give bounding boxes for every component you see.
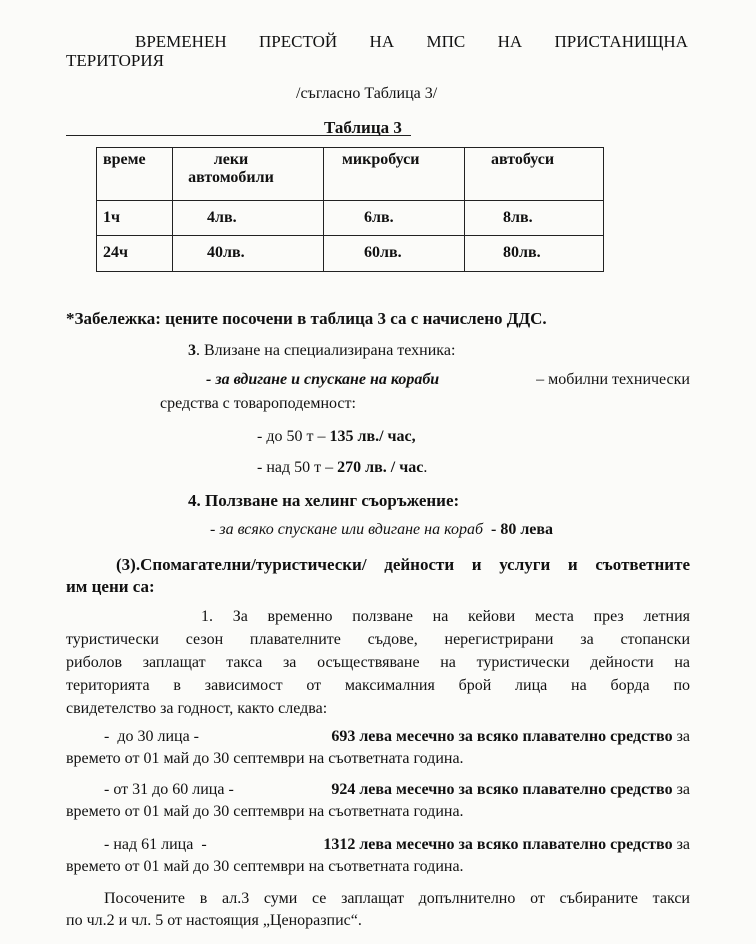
table-header-cell: [173, 148, 324, 201]
table-cell: 24ч: [97, 236, 173, 272]
table-header-cell: микробуси: [324, 148, 465, 201]
vat-note: *Забележка: цените посочени в таблица 3 са с начислено ДДС.: [66, 309, 547, 328]
table-cell: 80лв.: [465, 236, 604, 272]
section3-item-label: за вдигане и спускане на кораби: [215, 371, 440, 388]
title-word: НА: [369, 32, 395, 51]
table-header-cell: автобуси: [465, 148, 604, 201]
aux-services-heading: (3).Спомагателни/туристически/ дейности и услуги и съответните: [116, 555, 690, 574]
title-word: ВРЕМЕНЕН: [135, 32, 227, 51]
para1-line: свидетелство за годност, както следва:: [66, 700, 328, 717]
section3-item-rest: – мобилни технически: [528, 371, 690, 388]
section3-price-over-50t: [257, 459, 427, 477]
price-prefix: - над 50 т –: [257, 459, 338, 476]
section3-item-bullet: -: [206, 371, 216, 388]
fee-amount: 693 лева месечно за всяко плавателно средство: [331, 728, 673, 745]
fee-period: времето от 01 май до 30 септември на съответната година.: [66, 750, 464, 767]
section4-heading: 4. Ползване на хелинг съоръжение:: [188, 491, 460, 510]
document-title: [135, 32, 688, 52]
table-cell: 8лв.: [465, 200, 604, 236]
fee-item: [104, 728, 690, 746]
fee-period: времето от 01 май до 30 септември на съответната година.: [66, 858, 464, 875]
fee-amount: 924 лева месечно за всяко плавателно средство: [331, 781, 673, 798]
section3-title: . Влизане на специализирана техника:: [196, 342, 456, 359]
fee-prefix: - до 30 лица -: [104, 728, 200, 745]
section3-number: 3: [188, 342, 196, 359]
fee-item: [104, 781, 690, 799]
title-word: ПРИСТАНИЩНА: [554, 32, 688, 51]
section3-item-line1: [206, 371, 690, 389]
para1-line: риболов заплащат такса за осъществяване на туристически дейности на: [66, 654, 690, 671]
document-subtitle: /съгласно Таблица 3/: [296, 85, 438, 102]
table-row: [97, 236, 604, 272]
closing-line: по чл.2 и чл. 5 от настоящия „Ценоразпис“.: [66, 912, 362, 929]
para1-line: туристически сезон плавателните съдове, нерегистрирани за стопански: [66, 631, 690, 648]
document-title-line2: ТЕРИТОРИЯ: [66, 51, 165, 70]
table-cell: 1ч: [97, 200, 173, 236]
section3-item-line2: средства с товароподемност:: [160, 395, 356, 412]
table-header-cell: време: [97, 148, 173, 201]
section4-item-text: - за всяко спускане или вдигане на кораб: [210, 521, 483, 538]
table-cell: 60лв.: [324, 236, 465, 272]
para1-line: 1. За временно ползване на кейови места през летния: [201, 608, 690, 625]
closing-line: Посочените в ал.3 суми се заплащат допълнително от събираните такси: [104, 890, 690, 907]
table-header-row: [97, 148, 604, 201]
title-word: ПРЕСТОЙ: [259, 32, 338, 51]
table-cell: 6лв.: [324, 200, 465, 236]
table-cell: 4лв.: [173, 200, 324, 236]
price-value: 270 лв. / час: [337, 459, 424, 476]
price-suffix: .: [423, 459, 428, 476]
table-row: [97, 200, 604, 236]
price-table: [96, 147, 604, 272]
section4-item: [210, 521, 553, 539]
price-value: 135 лв./ час,: [329, 428, 416, 445]
section4-item-value: - 80 лева: [483, 521, 554, 538]
price-prefix: - до 50 т –: [257, 428, 330, 445]
title-word: НА: [497, 32, 523, 51]
title-word: МПС: [426, 32, 466, 51]
fee-item: [104, 836, 690, 854]
para1-line: територията в зависимост от максималния брой лица на борда по: [66, 677, 690, 694]
fee-suffix: за: [672, 836, 690, 853]
fee-prefix: - от 31 до 60 лица -: [104, 781, 238, 798]
fee-amount: 1312 лева месечно за всяко плавателно средство: [323, 836, 673, 853]
fee-suffix: за: [672, 728, 690, 745]
section3-heading: [188, 342, 455, 360]
header-cars: леки автомобили: [188, 151, 274, 186]
aux-services-heading-line2: им цени са:: [66, 577, 155, 596]
section3-price-up-to-50t: [257, 428, 416, 446]
fee-prefix: - над 61 лица -: [104, 836, 207, 853]
table-cell: 40лв.: [173, 236, 324, 272]
table-caption: Таблица 3: [324, 118, 402, 137]
fee-period: времето от 01 май до 30 септември на съответната година.: [66, 803, 464, 820]
fee-suffix: за: [672, 781, 690, 798]
